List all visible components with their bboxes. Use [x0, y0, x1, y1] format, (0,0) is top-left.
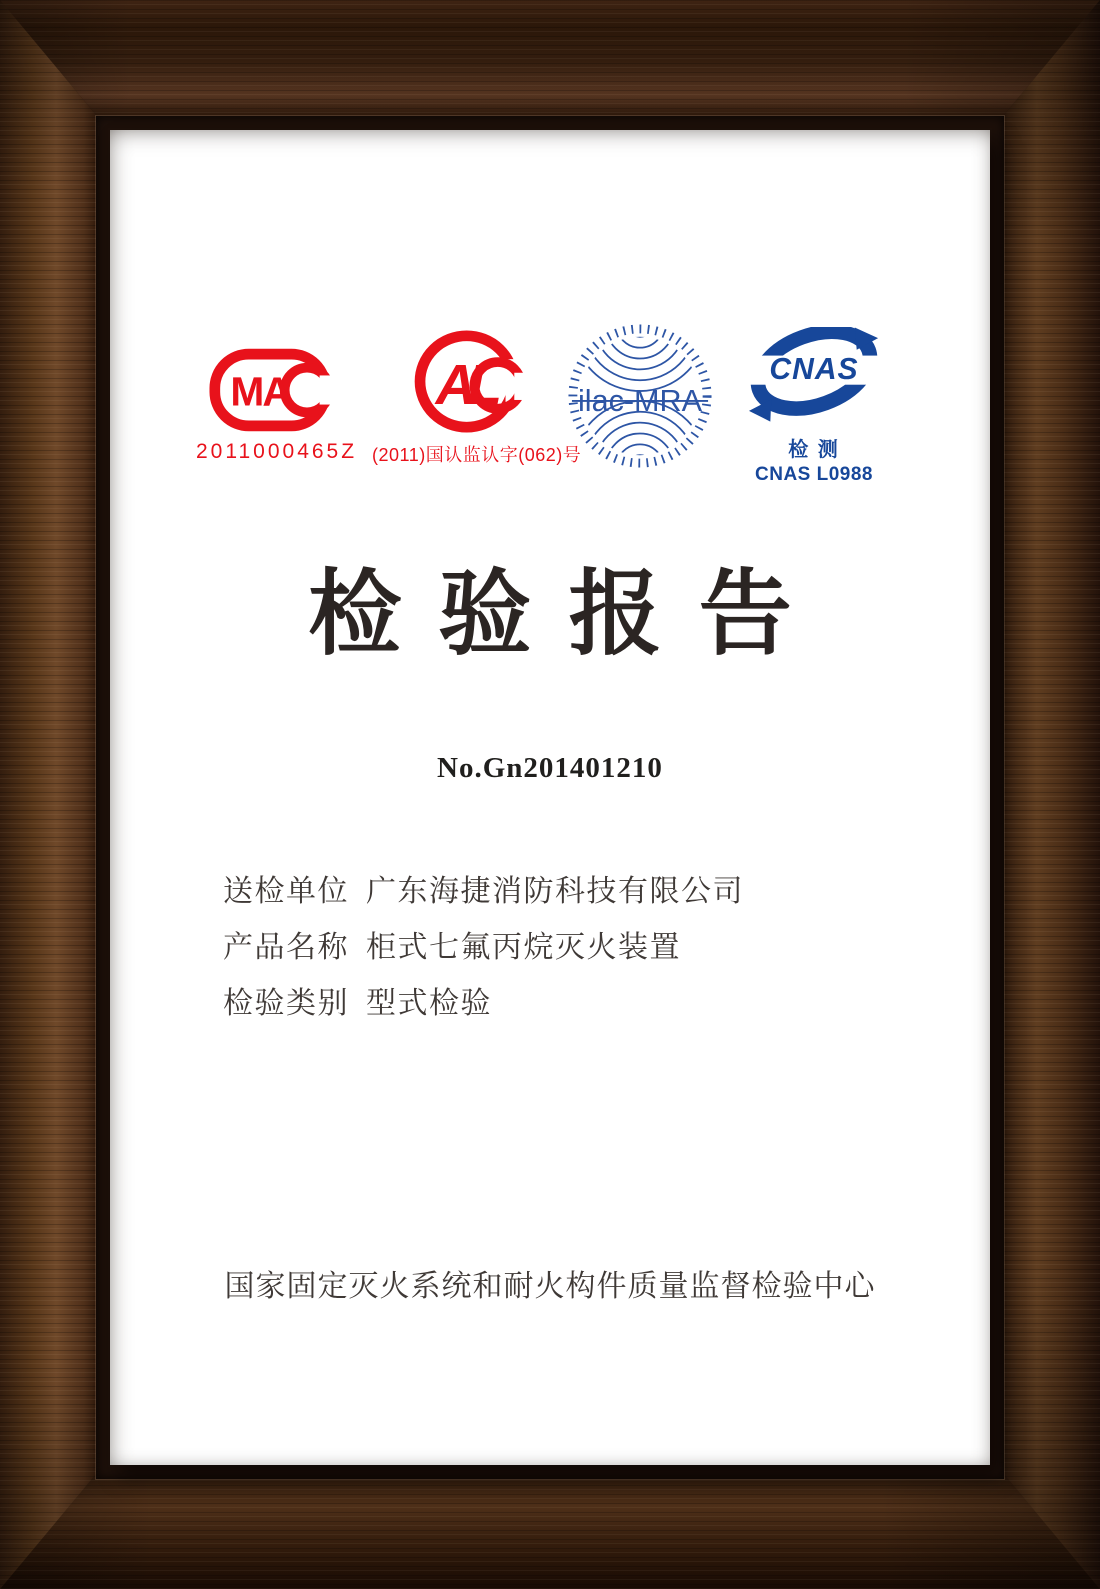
svg-text:A: A [435, 352, 476, 416]
certificate-paper [110, 130, 990, 1465]
frame-right-rail [998, 0, 1100, 1589]
svg-text:MA: MA [230, 368, 290, 415]
ilac-mra-stamp-icon [566, 322, 714, 470]
cma-logo-icon [209, 348, 339, 432]
field-label: 产品名称 [223, 931, 349, 964]
cal-approval-number: (2011)国认监认字(062)号 [372, 445, 582, 465]
field-value: 广东海捷消防科技有限公司 [366, 875, 744, 908]
cnas-testing-label: 检 测 [788, 439, 840, 461]
issuing-authority: 国家固定灭火系统和耐火构件质量监督检验中心 [224, 1270, 876, 1303]
cnas-lab-number: CNAS L0988 [755, 464, 873, 485]
cnas-logo-block [736, 327, 892, 486]
frame-top-rail [0, 0, 1100, 122]
field-value: 柜式七氟丙烷灭火装置 [366, 931, 681, 964]
svg-text:CNAS: CNAS [769, 352, 859, 386]
cal-logo-block [372, 330, 582, 467]
field-row-inspection-type [223, 989, 744, 1019]
report-number: No.Gn201401210 [437, 752, 663, 784]
field-row-product [223, 933, 744, 963]
cma-certificate-number: 2011000465Z [196, 440, 358, 463]
svg-text:L: L [467, 352, 502, 416]
certificate-fields [223, 877, 744, 1045]
frame-bottom-rail [0, 1467, 1100, 1589]
cal-logo-icon [414, 330, 531, 433]
field-label: 送检单位 [223, 875, 349, 908]
ilac-mra-logo-block [566, 322, 714, 475]
frame-left-rail [0, 0, 102, 1589]
page-title: 检验报告 [308, 560, 829, 668]
field-row-applicant [223, 877, 744, 907]
cma-logo-block [196, 348, 358, 464]
field-value: 型式检验 [366, 987, 492, 1020]
svg-text:ilac-MRA: ilac-MRA [577, 383, 703, 418]
cnas-logo-icon [748, 327, 880, 423]
field-label: 检验类别 [223, 987, 349, 1020]
